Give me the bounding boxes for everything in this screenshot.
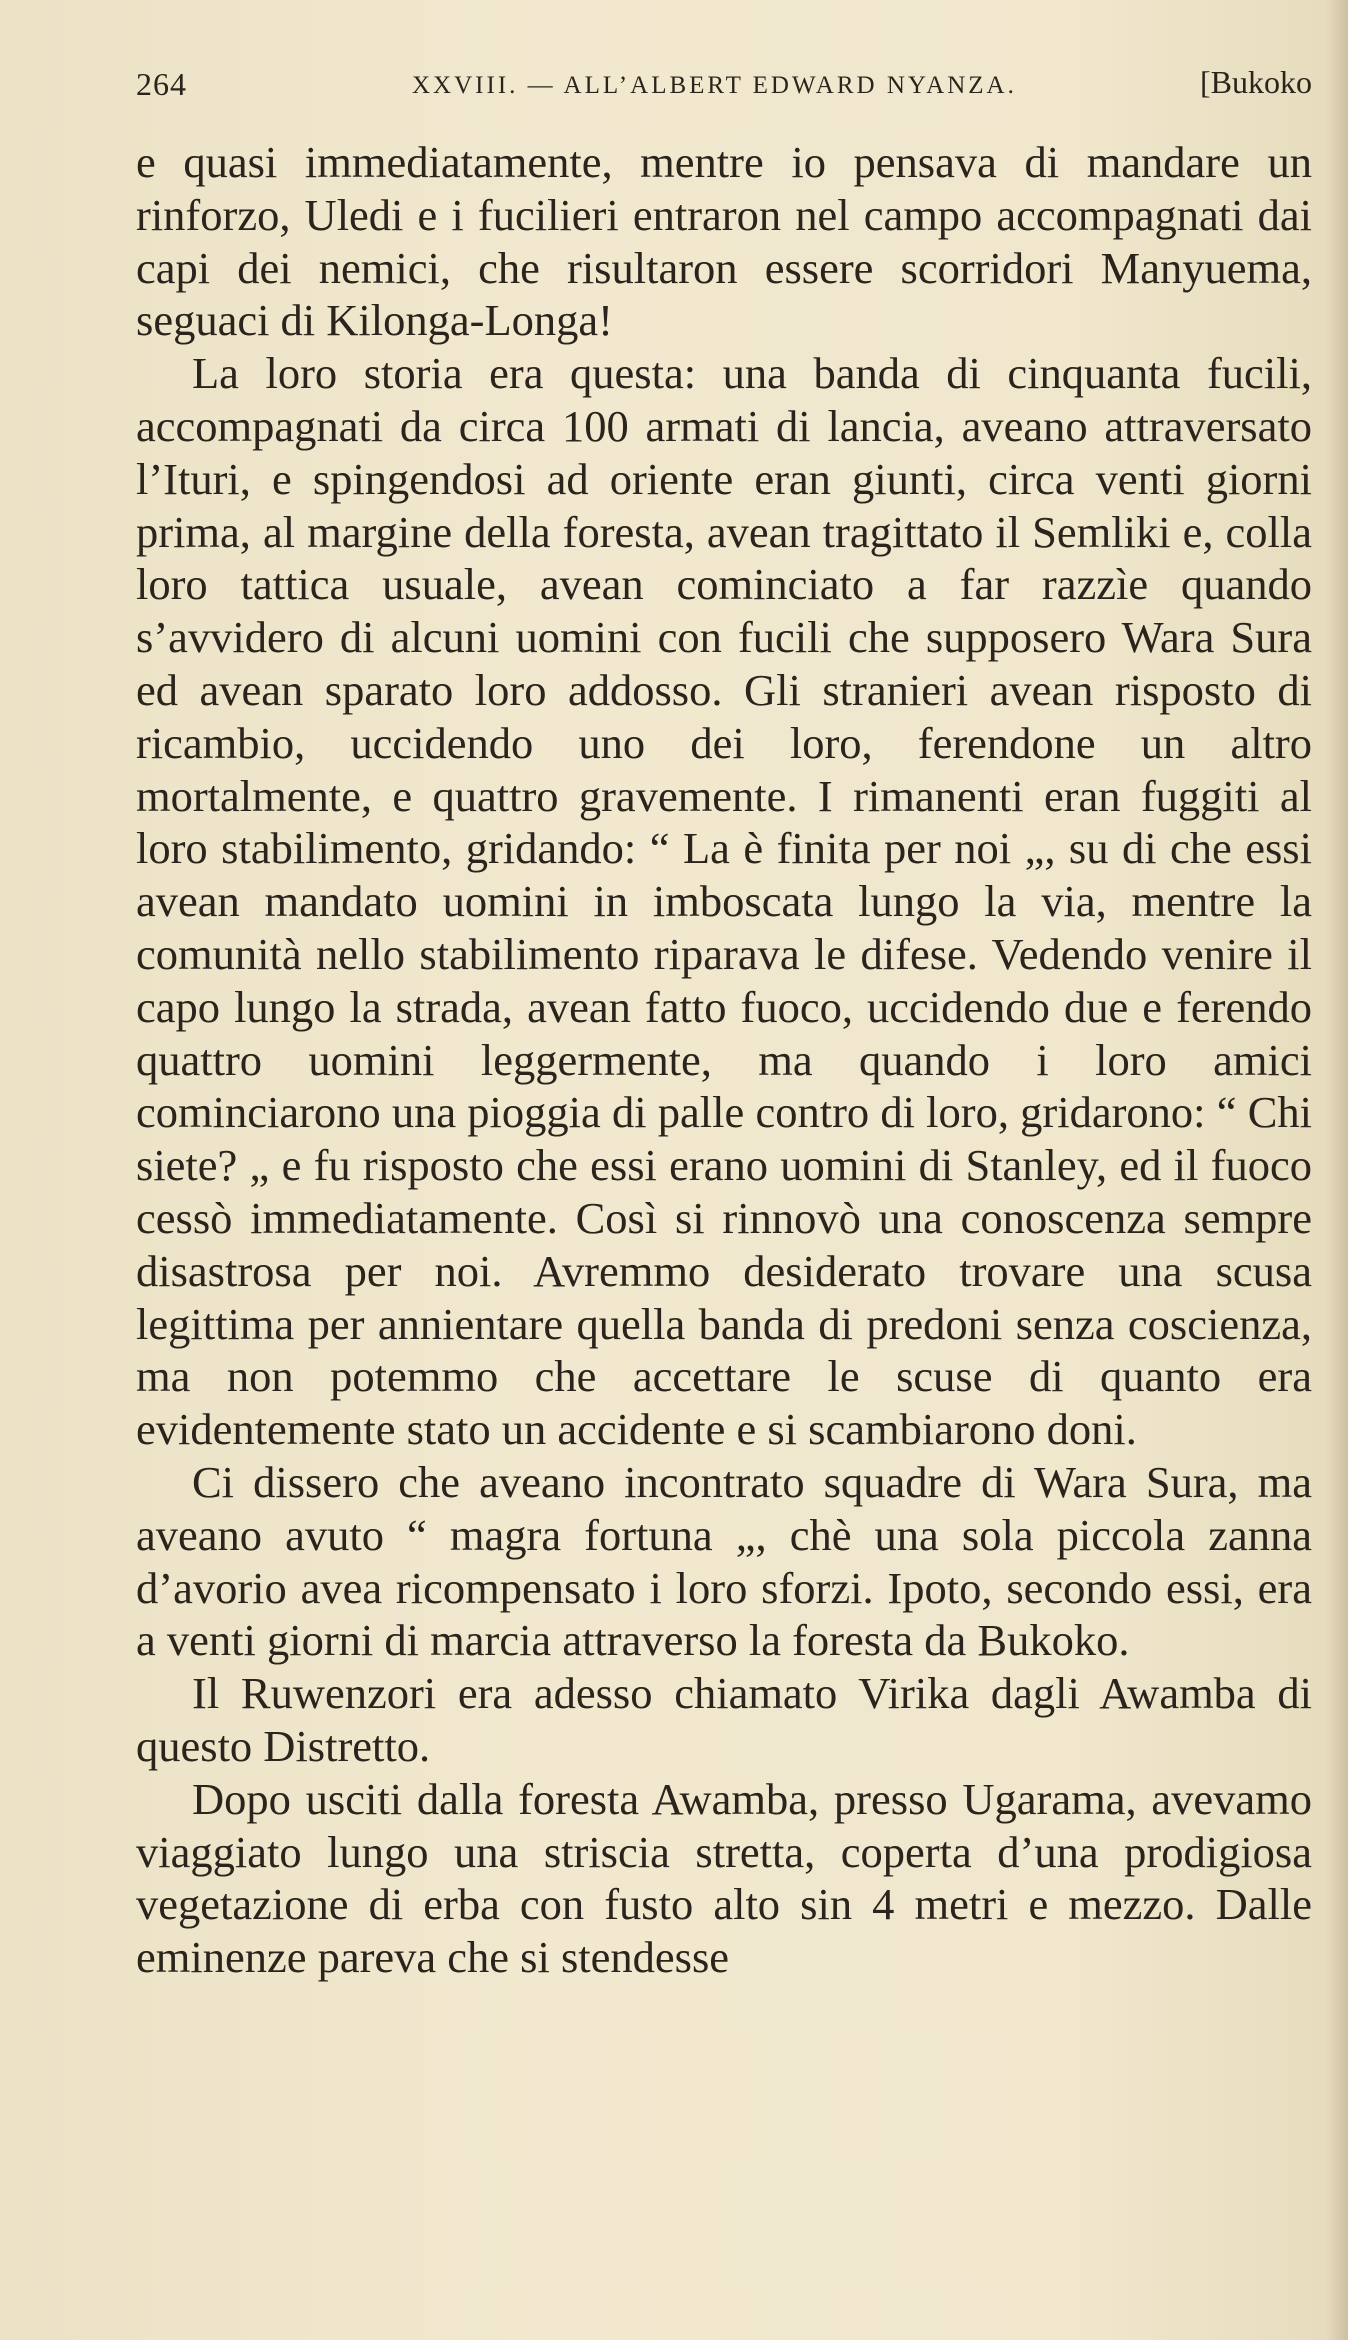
paragraph-4: Il Ruwenzori era adesso chiamato Virika dagli Awamba di questo Distretto.	[136, 1668, 1312, 1771]
page-number: 264	[136, 66, 187, 102]
section-marker: [Bukoko	[1200, 64, 1312, 100]
paragraph-3: Ci dissero che aveano incontrato squadre di Wara Sura, ma aveano avuto “ magra fortuna „, chè una sola piccola zanna d’avorio avea ricompensato i loro sforzi. Ipoto, secondo essi, era a venti giorni di marcia attraverso la foresta da Bukoko.	[136, 1456, 1312, 1666]
page-edge-shadow	[1326, 0, 1348, 2340]
body-text	[136, 136, 1312, 1984]
paragraph-5: Dopo usciti dalla foresta Awamba, presso Ugarama, avevamo viaggiato lungo una striscia stretta, coperta d’una prodigiosa vegetazione di erba con fusto alto sin 4 metri e mezzo. Dalle eminenze pareva che si stendesse	[136, 1773, 1312, 1983]
paragraph-2: La loro storia era questa: una banda di cinquanta fucili, accompagnati da circa 100 armati di lancia, aveano attraversato l’Ituri, e spingendosi ad oriente eran giunti, circa venti giorni prima, al margine della foresta, avean tragittato il Semliki e, colla loro tattica usuale, avean cominciato a far razzìe quando s’avvidero di alcuni uomini con fucili che supposero Wara Sura ed avean sparato loro addosso. Gli stranieri avean risposto di ricambio, uccidendo uno dei loro, ferendone un altro mortalmente, e quattro gravemente. I rimanenti eran fuggiti al loro stabilimento, gridando: “ La è finita per noi „, su di che essi avean mandato uomini in imboscata lungo la via, mentre la comunità nello stabilimento riparava le difese. Vedendo venire il capo lungo la strada, avean fatto fuoco, uccidendo due e ferendo quattro uomini leggermente, ma quando i loro amici cominciarono una pioggia di palle contro di loro, gridarono: “ Chi siete? „ e fu risposto che essi erano uomini di Stanley, ed il fuoco cessò immediatamente. Così si rinnovò una conoscenza sempre disastrosa per noi. Avremmo desiderato trovare una scusa legittima per annientare quella banda di predoni senza coscienza, ma non potemmo che accettare le scuse di quanto era evidentemente stato un accidente e si scambiarono doni.	[136, 348, 1312, 1455]
paragraph-1: e quasi immediatamente, mentre io pensava di mandare un rinforzo, Uledi e i fucilieri entraron nel campo accompagnati dai capi dei nemici, che risultaron essere scorridori Manyuema, seguaci di Kilonga-Longa!	[136, 137, 1312, 346]
page-header	[136, 62, 1312, 114]
running-title: XXVIII. — ALL’ALBERT EDWARD NYANZA.	[412, 72, 1017, 99]
